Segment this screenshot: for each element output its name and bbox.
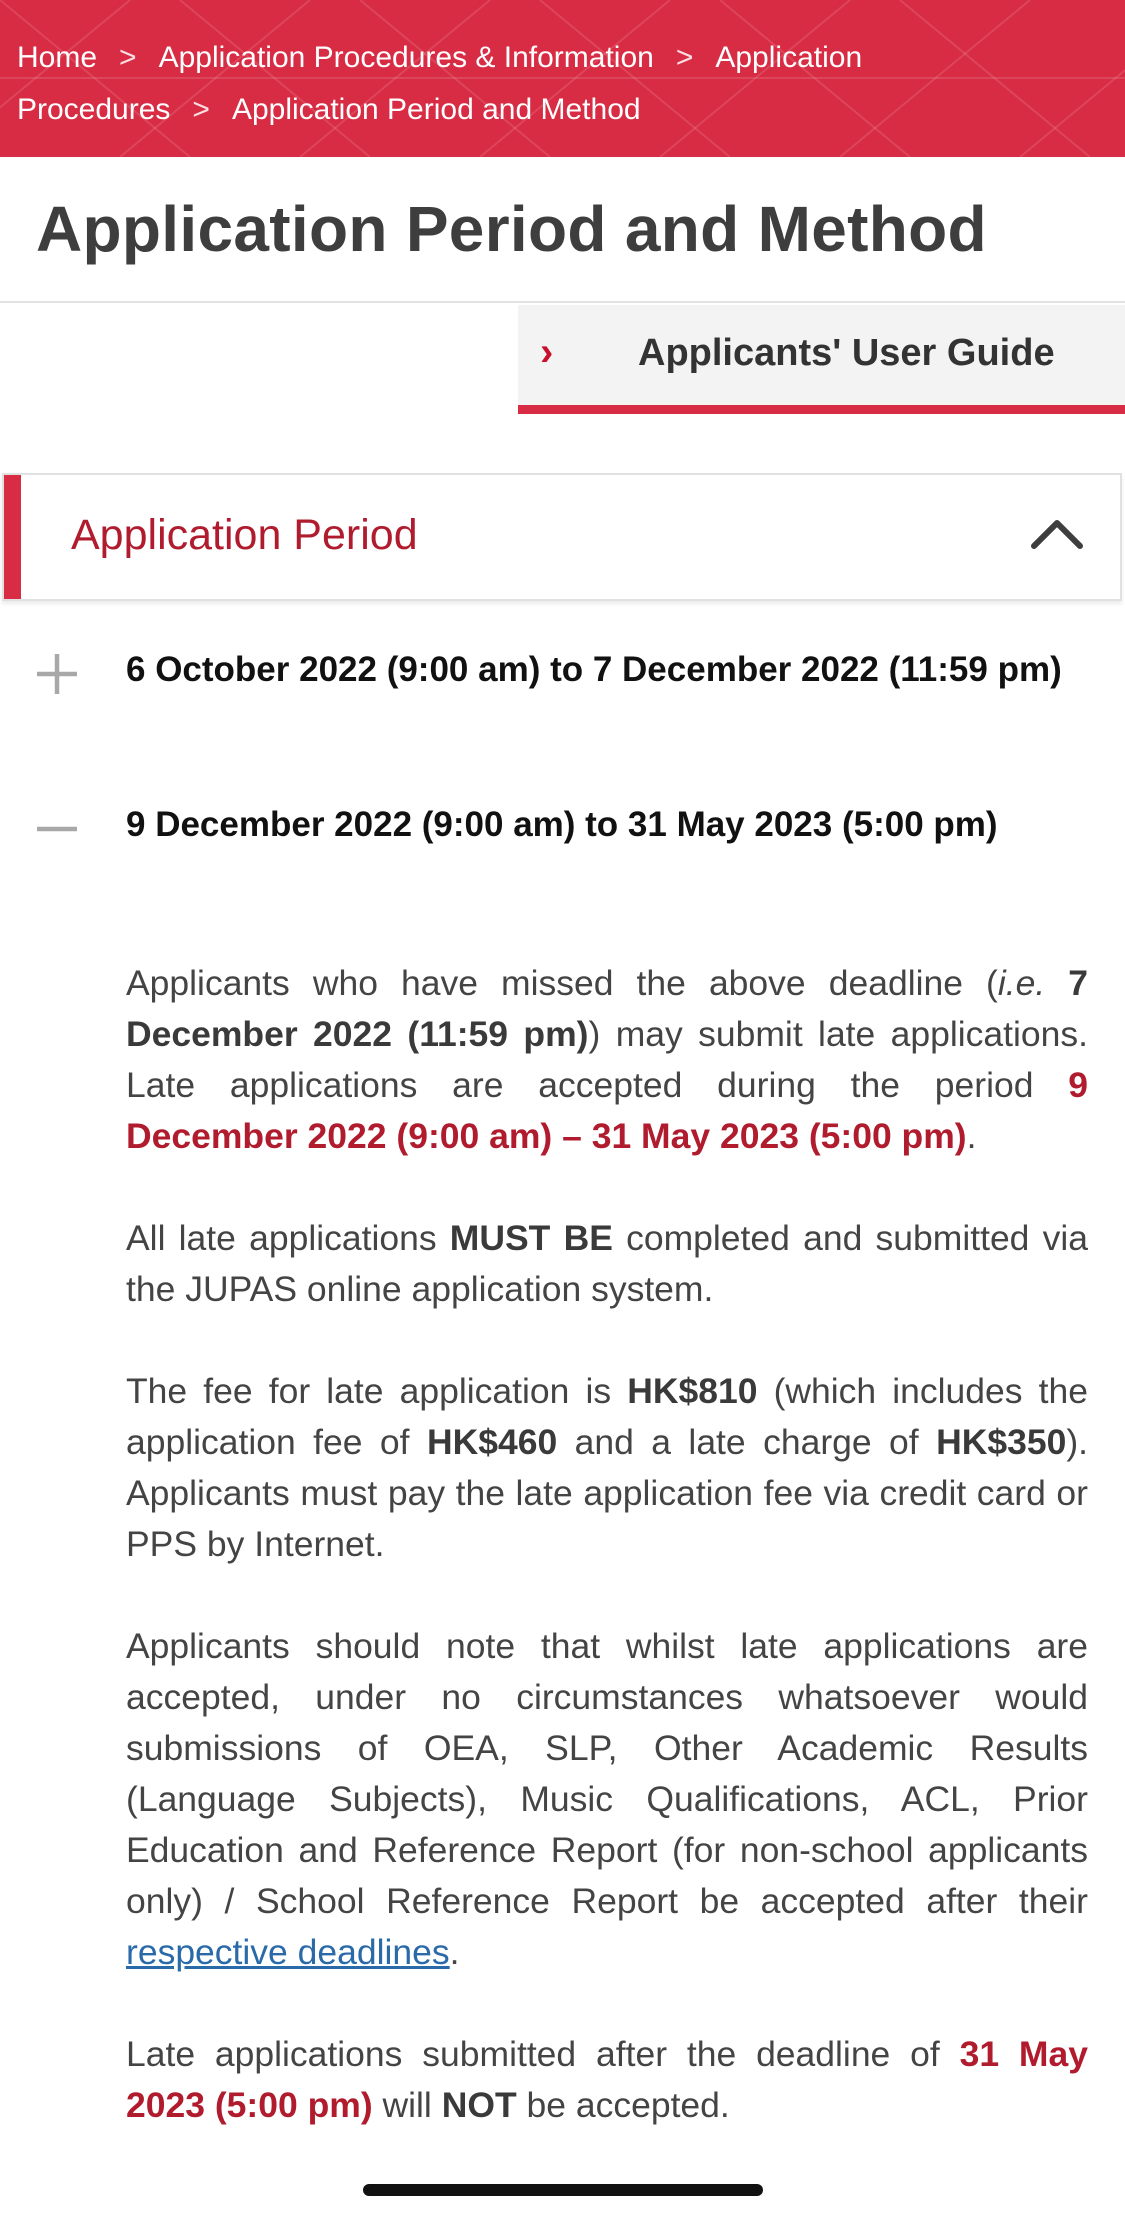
text: and a late charge of	[557, 1422, 937, 1462]
accordion-application-period[interactable]	[2, 473, 1122, 601]
breadcrumb-separator: >	[192, 93, 210, 126]
chevron-up-icon	[1029, 515, 1085, 551]
late-paragraph-2	[126, 1213, 1088, 1315]
text: Late applications submitted after the deadline of	[126, 2034, 960, 2074]
text: ). Applicants must pay the late application fee via credit card or PPS by Internet.	[126, 1422, 1089, 1564]
title-divider	[0, 301, 1125, 303]
user-guide-label: Applicants' User Guide	[638, 332, 1055, 374]
text: (which includes the application fee of	[126, 1371, 1088, 1462]
period-heading[interactable]: 6 October 2022 (9:00 am) to 7 December 2022 (11:59 pm)	[126, 650, 1062, 689]
late-paragraph-1	[126, 958, 1088, 1162]
accordion-accent-bar	[4, 475, 21, 599]
breadcrumb-separator: >	[119, 41, 137, 74]
text: .	[966, 1116, 977, 1156]
breadcrumb-level2[interactable]: Application Procedures	[17, 41, 863, 126]
late-period-highlight: 9 December 2022 (9:00 am) – 31 May 2023 (5:00 pm)	[126, 1065, 1088, 1156]
fee-late-charge: HK$350	[936, 1422, 1067, 1462]
plus-icon[interactable]	[34, 651, 80, 697]
accordion-title: Application Period	[71, 511, 418, 559]
late-paragraph-3	[126, 1366, 1088, 1570]
text: .	[449, 1932, 460, 1972]
emphasis-text: NOT	[441, 2085, 517, 2125]
breadcrumb	[17, 32, 1017, 136]
text: be accepted.	[516, 2085, 730, 2125]
breadcrumb-home[interactable]: Home	[17, 41, 98, 74]
breadcrumb-separator: >	[675, 41, 694, 74]
breadcrumb-current: Application Period and Method	[231, 93, 641, 126]
period-heading[interactable]: 9 December 2022 (9:00 am) to 31 May 2023 (5:00 pm)	[126, 805, 998, 844]
text: The fee for late application is	[126, 1371, 628, 1411]
text: completed and submitted via the JUPAS online application system.	[126, 1218, 1089, 1309]
breadcrumb-level1[interactable]: Application Procedures & Information	[158, 41, 654, 74]
fee-application: HK$460	[426, 1422, 558, 1462]
site-header	[0, 0, 1125, 157]
text: All late applications	[126, 1218, 450, 1258]
fee-total: HK$810	[627, 1371, 758, 1411]
deadline-text: 7 December 2022 (11:59 pm)	[126, 963, 1088, 1054]
text: Applicants who have missed the above deadline (	[126, 963, 998, 1003]
text: ) may submit late applications. Late applications are accepted during the period	[126, 1014, 1089, 1105]
text: will	[372, 2085, 442, 2125]
late-application-details	[126, 958, 1088, 2182]
final-deadline-highlight: 31 May 2023 (5:00 pm)	[126, 2034, 1088, 2125]
minus-icon[interactable]	[34, 806, 80, 852]
user-guide-button[interactable]	[518, 305, 1125, 414]
late-paragraph-5	[126, 2029, 1088, 2131]
chevron-right-icon: ›	[540, 330, 554, 374]
emphasis-text: MUST BE	[449, 1218, 613, 1258]
text	[1045, 963, 1068, 1003]
home-indicator[interactable]	[363, 2184, 763, 2196]
text: Applicants should note that whilst late applications are accepted, under no circumstances whatsoever would submissions of OEA, SLP, Other Academic Results (Language Subjects), Music Qualifications, ACL, Prior Education and Reference Report (for non-school applicants only) / School Reference Report be accepted after their	[126, 1626, 1088, 1921]
text-italic: i.e.	[997, 963, 1046, 1003]
respective-deadlines-link[interactable]: respective deadlines	[126, 1932, 450, 1972]
late-paragraph-4	[126, 1621, 1088, 1978]
page-title: Application Period and Method	[36, 193, 987, 265]
